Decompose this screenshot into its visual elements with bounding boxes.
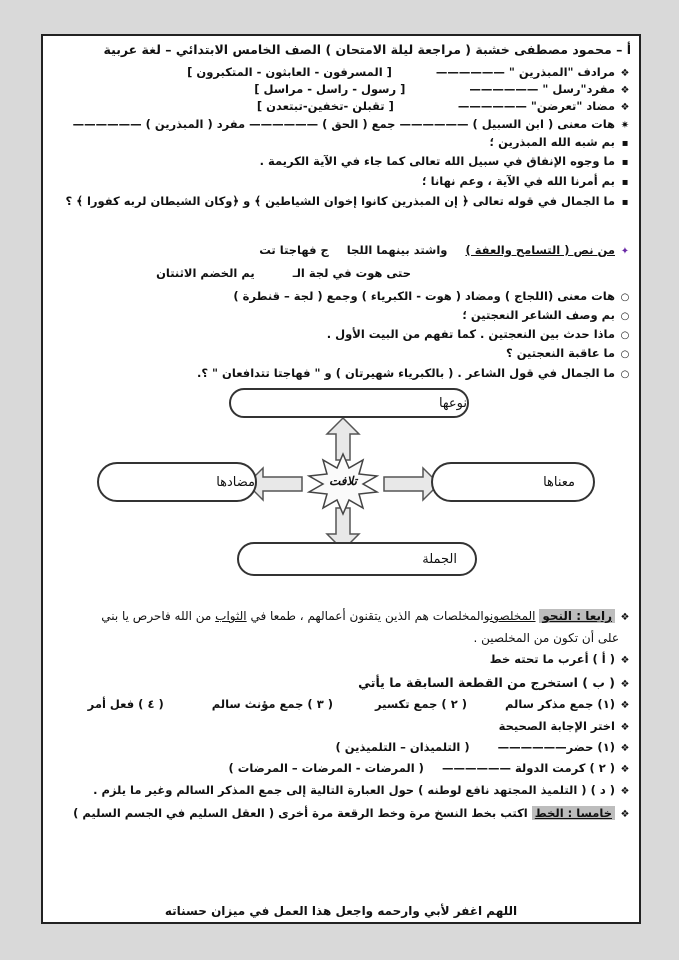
diamond-bullet-icon: ❖ xyxy=(620,786,630,797)
word-map-diagram xyxy=(97,388,575,580)
vocab-line-4 xyxy=(51,116,631,134)
header-prefix: أ – xyxy=(616,42,631,57)
line-text: بم شبه الله المبذرين ؛ xyxy=(489,135,615,149)
line-text: ما الجمال في قول الشاعر . ( بالكبرياء شهيرتان ) و " فهاجتا تتدافعان " ؟. xyxy=(197,366,615,380)
line-text: هات معنى (اللجاج ) ومضاد ( هوت - الكبرياء ) وجمع ( لجة – قنطرة ) xyxy=(233,289,615,303)
line-text: ماذا حدث بين النعجتين . كما تفهم من البيت الأول . xyxy=(326,327,615,341)
circle-bullet-icon: ○ xyxy=(620,349,630,360)
grammar-q-b xyxy=(51,675,631,693)
diamond-bullet-icon: ❖ xyxy=(620,68,630,79)
line-text: مفرد"رسل " —————— xyxy=(469,82,615,96)
extract-option-1: (١) جمع مذكر سالم xyxy=(505,697,615,711)
line-text: ( ٢ ) كرمت الدولة —————— xyxy=(441,761,615,775)
passage-text: من الله فاحرص يا بني xyxy=(101,609,212,623)
header-review: ( مراجعة ليلة الامتحان ) xyxy=(325,42,472,57)
extract-option-2: ( ٢ ) جمع تكسير xyxy=(375,697,467,711)
poem-question-3 xyxy=(51,326,631,344)
line-text: ما عاقبة النعجتين ؟ xyxy=(506,346,615,360)
diamond-bullet-icon: ❖ xyxy=(620,809,630,820)
poem-heading-line xyxy=(51,242,631,260)
handwriting-quote: ( العقل السليم في الجسم السليم ) xyxy=(73,806,275,820)
header-subject: – لغة عربية xyxy=(103,42,172,57)
header-grade: الصف الخامس الابتدائي xyxy=(175,42,322,57)
circle-bullet-icon: ○ xyxy=(620,330,630,341)
line-text: مرادف "المبذرين " —————— xyxy=(435,65,615,79)
circle-bullet-icon: ○ xyxy=(620,311,630,322)
choose-title-line xyxy=(51,718,631,736)
poem-verse-line-2 xyxy=(51,265,411,281)
grammar-passage-line-2 xyxy=(51,630,619,646)
diamond-bullet-icon: ❖ xyxy=(620,764,630,775)
vocab-line-1 xyxy=(51,64,631,82)
line-text: اختر الإجابة الصحيحة xyxy=(498,719,615,733)
line-text: ما الجمال في قوله تعالى ﴿ إن المبذرين كانوا إخوان الشياطين ﴾ و ﴿وكان الشيطان لربه كفورا ﴾ ؟ xyxy=(65,194,615,208)
left-oval xyxy=(97,462,257,502)
square-bullet-icon: ▪ xyxy=(621,177,629,188)
choice-options: ( المرضات - المرضات – المرضات ) xyxy=(228,761,424,775)
underlined-word-1: المخلصون xyxy=(489,609,536,623)
line-text: هات معنى ( ابن السبيل ) —————— جمع ( الحق ) —————— مفرد ( المبذرين ) —————— xyxy=(72,117,615,131)
diamond-bullet-icon: ❖ xyxy=(620,700,630,711)
diamond-bullet-icon: ❖ xyxy=(620,722,630,733)
diamond-bullet-icon: ❖ xyxy=(620,85,630,96)
grammar-q-a xyxy=(51,651,631,669)
line-options: [ المسرفون - العابثون - المتكبرون ] xyxy=(187,65,392,79)
square-bullet-icon: ▪ xyxy=(621,138,629,149)
extract-options-line xyxy=(51,696,631,714)
line-text: (١) حضر—————— xyxy=(497,740,615,754)
choice-options: ( التلميذان – التلميذين ) xyxy=(335,740,470,754)
line-text: مضاد "تعرضن" —————— xyxy=(457,99,615,113)
top-oval-label: نوعها xyxy=(438,395,467,411)
center-word: تلافت xyxy=(328,474,358,488)
vocab-line-3 xyxy=(51,98,631,116)
line-text: بم وصف الشاعر النعجتين ؛ xyxy=(462,308,615,322)
extract-option-4: ( ٤ ) فعل أمر xyxy=(87,697,164,711)
choice-line-1 xyxy=(51,739,631,757)
diamond-bullet-icon: ❖ xyxy=(620,655,630,666)
right-oval xyxy=(431,462,595,502)
line-text: ( د ) ( التلميذ المجتهد نافع لوطنه ) حول العبارة التالية إلى جمع المذكر السالم وغير ما يلزم . xyxy=(93,783,615,797)
line-text: بم أمرنا الله في الآية ، وعم نهانا ؛ xyxy=(422,174,615,188)
arrow-bullet-icon: ✦ xyxy=(620,246,630,257)
vocab-line-2 xyxy=(51,81,631,99)
grammar-label: رابعا : النحو xyxy=(539,609,615,623)
line-text: اكتب بخط النسخ مرة وخط الرقعة مرة أخرى xyxy=(278,806,528,820)
circle-bullet-icon: ○ xyxy=(620,292,630,303)
handwriting-label: خامسا : الخط xyxy=(532,806,615,820)
verse-2b: يم الخضم الاثنتان xyxy=(156,266,255,280)
choice-line-2 xyxy=(51,760,631,778)
poem-question-2 xyxy=(51,307,631,325)
grammar-q-d xyxy=(51,782,631,800)
bottom-oval-label: الجملة xyxy=(422,551,457,567)
question-line-2 xyxy=(51,153,631,171)
question-line-1 xyxy=(51,134,631,152)
poem-question-5 xyxy=(51,365,631,383)
header-line xyxy=(51,42,631,58)
handwriting-line xyxy=(51,805,631,823)
line-options: [ رسول - راسل - مراسل ] xyxy=(254,82,406,96)
verse-2a: حتى هوت في لجة الـ xyxy=(292,266,411,280)
poem-question-1 xyxy=(51,288,631,306)
underlined-word-2: الثواب xyxy=(215,609,247,623)
square-bullet-icon: ▪ xyxy=(621,157,629,168)
square-bullet-icon: ▪ xyxy=(621,197,629,208)
circle-bullet-icon: ○ xyxy=(620,369,630,380)
footer-dua: اللهم اغفر لأبي وارحمه واجعل هذا العمل في ميزان حسناته xyxy=(164,904,518,918)
passage-text: والمخلصات هم الذين يتقنون أعمالهم ، طمعا في xyxy=(250,609,490,623)
diamond-bullet-icon: ❖ xyxy=(620,102,630,113)
right-oval-label: معناها xyxy=(543,474,575,490)
line-text: ( ب ) استخرج من القطعة السابقة ما يأتي xyxy=(358,675,615,690)
header-author: محمود مصطفى خشبة xyxy=(475,42,612,57)
diamond-bullet-icon: ❖ xyxy=(620,679,630,690)
diamond-bullet-icon: ❖ xyxy=(620,612,630,623)
grammar-passage-line-1 xyxy=(51,608,631,626)
line-text: ( أ ) أعرب ما تحته خط xyxy=(489,652,615,666)
star-bullet-icon: ✷ xyxy=(620,120,630,131)
question-line-4 xyxy=(51,193,631,211)
passage-text: على أن تكون من المخلصين . xyxy=(473,631,619,645)
poem-question-4 xyxy=(51,345,631,363)
line-text: ما وجوه الإنفاق في سبيل الله تعالى كما جاء في الآية الكريمة . xyxy=(259,154,615,168)
verse-1a: واشتد بينهما اللجا xyxy=(346,243,448,257)
verse-1b: ج فهاجتا تت xyxy=(259,243,329,257)
worksheet-page xyxy=(41,34,641,924)
bottom-oval xyxy=(237,542,477,576)
diamond-bullet-icon: ❖ xyxy=(620,743,630,754)
poem-heading: من نص ( التسامح والعفة ) xyxy=(465,243,615,257)
extract-option-3: ( ٣ ) جمع مؤنث سالم xyxy=(211,697,333,711)
line-options: [ تقبلن -تخفين-تبتعدن ] xyxy=(256,99,394,113)
top-oval xyxy=(229,388,469,418)
left-oval-label: مضادها xyxy=(216,474,255,490)
question-line-3 xyxy=(51,173,631,191)
